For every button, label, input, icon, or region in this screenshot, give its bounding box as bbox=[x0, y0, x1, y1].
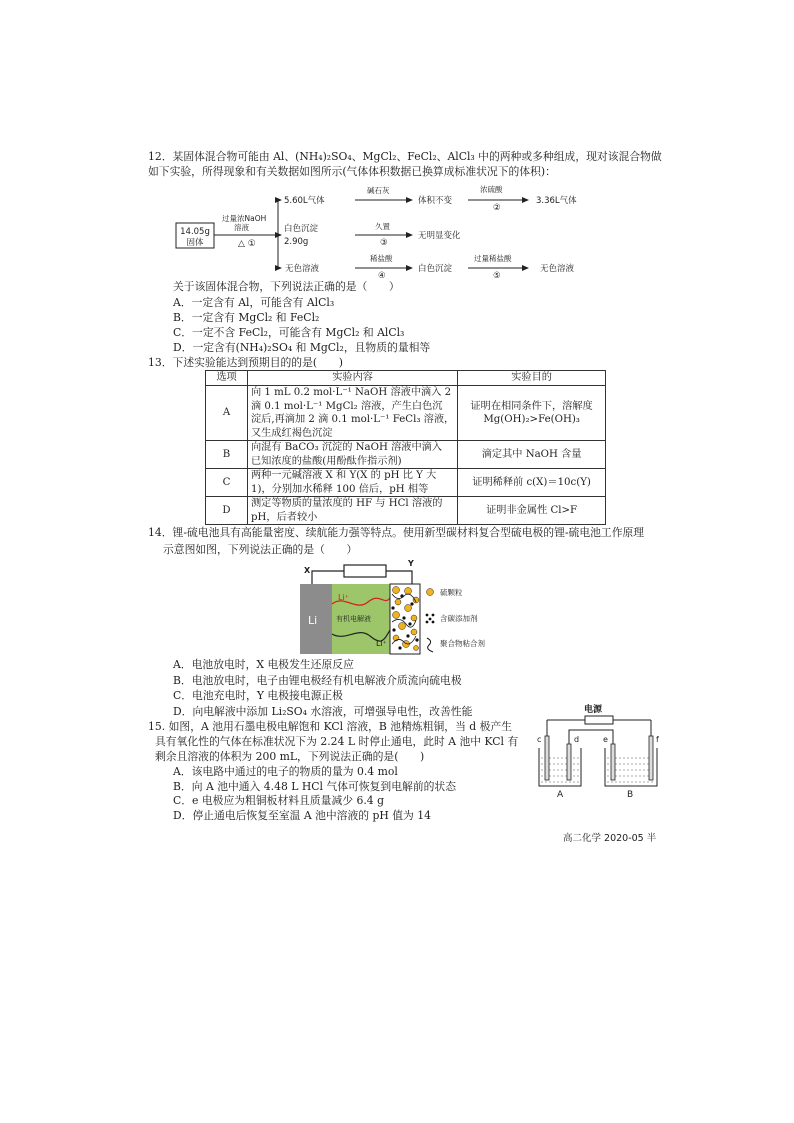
q13-row-d-purpose bbox=[458, 497, 606, 525]
cell-line: 证明稀释前 c(X)＝10c(Y) bbox=[472, 476, 591, 488]
q15-option-d[interactable]: D．停止通电后恢复至室温 A 池中溶液的 pH 值为 14 bbox=[173, 809, 432, 822]
q12-stem-line-1: 12．某固体混合物可能由 Al、(NH₄)₂SO₄、MgCl₂、FeCl₂、AlCl₃ 中的两种或多种组成，现对该混合物做 bbox=[148, 150, 662, 163]
q12-result-6: 无色溶液 bbox=[540, 264, 575, 274]
q14-external-wire-left bbox=[312, 571, 344, 584]
q15-option-c[interactable]: C．e 电极应为粗铜板材料且质量减少 6.4 g bbox=[173, 794, 384, 807]
q12-start-label: 固体 bbox=[186, 238, 204, 248]
q13-row-c-purpose bbox=[458, 469, 606, 497]
cell-line: 两种一元碱溶液 X 和 Y(X 的 pH 比 Y 大 bbox=[251, 470, 437, 481]
q12-gas-2: 3.36L气体 bbox=[536, 196, 577, 206]
q12-result-2: 体积不变 bbox=[418, 196, 453, 206]
q13-row-d-content bbox=[248, 497, 458, 525]
q15-electrode-c bbox=[545, 736, 549, 780]
table-row bbox=[206, 386, 606, 441]
q15-cell-b-label: B bbox=[627, 790, 634, 800]
q14-terminal-x: X bbox=[304, 566, 311, 575]
q12-stem-line-2: 如下实验，所得现象和有关数据如图所示(气体体积数据已换算成标准状况下的体积)： bbox=[148, 165, 556, 178]
q12-option-b[interactable]: B．一定含有 MgCl₂ 和 FeCl₂ bbox=[173, 311, 320, 324]
q14-legend-binder: 聚合物粘合剂 bbox=[440, 639, 485, 648]
q14-stem-line-1: 14．锂-硫电池具有高能量密度、续航能力强等特点。使用新型碳材料复合型硫电极的锂-硫电池工作原理 bbox=[148, 526, 645, 539]
cell-line: 向 1 mL 0.2 mol·L⁻¹ NaOH 溶液中滴入 2 bbox=[251, 387, 452, 398]
q13-row-d-option: D bbox=[206, 497, 248, 525]
q13-row-b-purpose bbox=[458, 441, 606, 469]
q14-ion-top: Li⁺ bbox=[338, 593, 349, 602]
q12-step-5: ⑤ bbox=[493, 271, 501, 280]
q15-stem-line-3: 剩余且溶液的体积为 200 mL，下列说法正确的是( ) bbox=[155, 750, 425, 763]
q14-option-c[interactable]: C．电池充电时，Y 电极接电源正极 bbox=[173, 689, 343, 702]
cell-line: 证明非金属性 Cl>F bbox=[486, 504, 578, 516]
cell-line: 已知浓度的盐酸(用酚酞作指示剂) bbox=[251, 455, 402, 467]
q15-electrode-e bbox=[611, 744, 615, 780]
table-row bbox=[206, 441, 606, 469]
q14-load-resistor bbox=[344, 565, 386, 577]
q12-reagent-1-line2: 溶液 bbox=[234, 223, 249, 232]
q13-row-a-option: A bbox=[206, 386, 248, 441]
q12-reagent-4: 久置 bbox=[375, 222, 390, 231]
q13-header-option: 选项 bbox=[206, 371, 248, 386]
q14-ion-bottom: Li⁺ bbox=[376, 639, 387, 648]
q13-row-a-content bbox=[248, 386, 458, 441]
q12-reagent-6: 过量稀盐酸 bbox=[474, 254, 512, 263]
q15-label-e: e bbox=[603, 735, 608, 744]
q12-option-d[interactable]: D．一定含有(NH₄)₂SO₄ 和 MgCl₂，且物质的量相等 bbox=[173, 341, 431, 354]
q13-header-purpose: 实验目的 bbox=[458, 371, 606, 386]
q12-step-1: △ ① bbox=[238, 239, 256, 249]
q12-reagent-1: 过量浓NaOH bbox=[222, 214, 267, 223]
q13-row-a-purpose bbox=[458, 386, 606, 441]
q14-legend-binder-icon bbox=[427, 638, 433, 652]
q13-header-content: 实验内容 bbox=[248, 371, 458, 386]
page-footer: 高二化学 2020-05 半 bbox=[563, 833, 657, 844]
cell-line: 又生成红褐色沉淀 bbox=[251, 427, 333, 439]
q14-option-a[interactable]: A．电池放电时，X 电极发生还原反应 bbox=[173, 658, 354, 671]
q15-label-c: c bbox=[537, 735, 542, 744]
cell-line: pH，后者较小 bbox=[251, 511, 318, 523]
q12-step-4: ④ bbox=[378, 271, 386, 280]
cell-line: 证明在相同条件下，溶解度 bbox=[470, 400, 593, 412]
q14-option-d[interactable]: D．向电解液中添加 Li₂SO₄ 水溶液，可增强导电性，改善性能 bbox=[173, 705, 473, 718]
table-row bbox=[206, 469, 606, 497]
q13-stem: 13．下述实验能达到预期目的的是( ) bbox=[148, 356, 343, 369]
q12-precipitate: 白色沉淀 bbox=[284, 224, 319, 234]
q13-row-c-content bbox=[248, 469, 458, 497]
q13-table bbox=[205, 370, 606, 525]
q12-step-3: ③ bbox=[380, 238, 388, 248]
q14-legend-carbon-icon bbox=[426, 614, 435, 624]
q12-gas-1: 5.60L气体 bbox=[284, 196, 325, 206]
q15-label-f: f bbox=[656, 735, 659, 744]
cell-line: 淀后,再滴加 2 滴 0.1 mol·L⁻¹ FeCl₃ 溶液， bbox=[251, 414, 455, 425]
q13-row-c-option: C bbox=[206, 469, 248, 497]
q14-legend-carbon: 含碳添加剂 bbox=[440, 614, 478, 623]
cell-line: 向混有 BaCO₃ 沉淀的 NaOH 溶液中滴入 bbox=[251, 442, 443, 453]
q12-flow-diagram bbox=[170, 180, 600, 280]
q15-option-a[interactable]: A．该电路中通过的电子的物质的量为 0.4 mol bbox=[173, 765, 398, 778]
cell-line: 滴 0.1 mol·L⁻¹ MgCl₂ 溶液，产生白色沉 bbox=[251, 400, 443, 412]
q12-precipitate-mass: 2.90g bbox=[284, 237, 309, 247]
q15-option-b[interactable]: B．向 A 池中通入 4.48 L HCl 气体可恢复到电解前的状态 bbox=[173, 780, 457, 793]
cell-line: 测定等物质的量浓度的 HF 与 HCl 溶液的 bbox=[251, 498, 443, 509]
q15-electrode-d bbox=[567, 744, 571, 780]
q12-result-5: 白色沉淀 bbox=[418, 264, 453, 274]
q14-stem-line-2: 示意图如图，下列说法正确的是（ ） bbox=[163, 543, 358, 556]
cell-line: 滴定其中 NaOH 含量 bbox=[481, 448, 582, 460]
q14-external-wire-right bbox=[386, 571, 412, 584]
q15-stem-line-1: 15. 如图，A 池用石墨电极电解饱和 KCl 溶液，B 池精炼粗铜，当 d 极产生 bbox=[148, 720, 513, 733]
q12-solution: 无色溶液 bbox=[285, 264, 320, 274]
q15-cell-a-label: A bbox=[557, 790, 564, 800]
q13-table-header bbox=[206, 371, 606, 386]
q12-prompt: 关于该固体混合物，下列说法正确的是（ ） bbox=[173, 280, 400, 293]
table-row bbox=[206, 497, 606, 525]
q15-label-d: d bbox=[574, 735, 580, 744]
q15-power-label: 电源 bbox=[584, 705, 603, 715]
q12-option-a[interactable]: A．一定含有 Al，可能含有 AlCl₃ bbox=[173, 296, 335, 309]
q15-electrode-f bbox=[649, 736, 653, 780]
q13-row-b-content bbox=[248, 441, 458, 469]
q12-step-2: ② bbox=[493, 203, 501, 213]
q15-power-source bbox=[585, 716, 613, 724]
q14-battery-diagram bbox=[298, 560, 518, 660]
q15-stem-line-2: 具有氧化性的气体在标准状况下为 2.24 L 时停止通电，此时 A 池中 KCl 有 bbox=[155, 735, 519, 748]
q12-reagent-3: 浓硫酸 bbox=[480, 185, 503, 194]
q12-reagent-5: 稀盐酸 bbox=[370, 254, 393, 263]
q14-terminal-y: Y bbox=[408, 560, 414, 568]
q14-legend-sulfur-icon bbox=[427, 589, 434, 596]
q15-electrolysis-diagram bbox=[535, 700, 665, 800]
q13-row-b-option: B bbox=[206, 441, 248, 469]
q12-option-c[interactable]: C．一定不含 FeCl₂，可能含有 MgCl₂ 和 AlCl₃ bbox=[173, 326, 405, 339]
q12-reagent-2: 碱石灰 bbox=[367, 186, 390, 195]
q12-result-4: 无明显变化 bbox=[418, 231, 461, 241]
q14-electrolyte-label: 有机电解液 bbox=[336, 615, 371, 623]
q14-lithium-label: Li bbox=[308, 614, 318, 627]
q14-legend-sulfur: 硫颗粒 bbox=[440, 588, 463, 597]
q14-option-b[interactable]: B．电池放电时，电子由锂电极经有机电解液介质流向硫电极 bbox=[173, 674, 462, 687]
cell-line: Mg(OH)₂>Fe(OH)₃ bbox=[483, 414, 580, 425]
cell-line: 1)，分别加水稀释 100 倍后，pH 相等 bbox=[251, 483, 429, 495]
q12-start-mass: 14.05g bbox=[180, 227, 210, 237]
